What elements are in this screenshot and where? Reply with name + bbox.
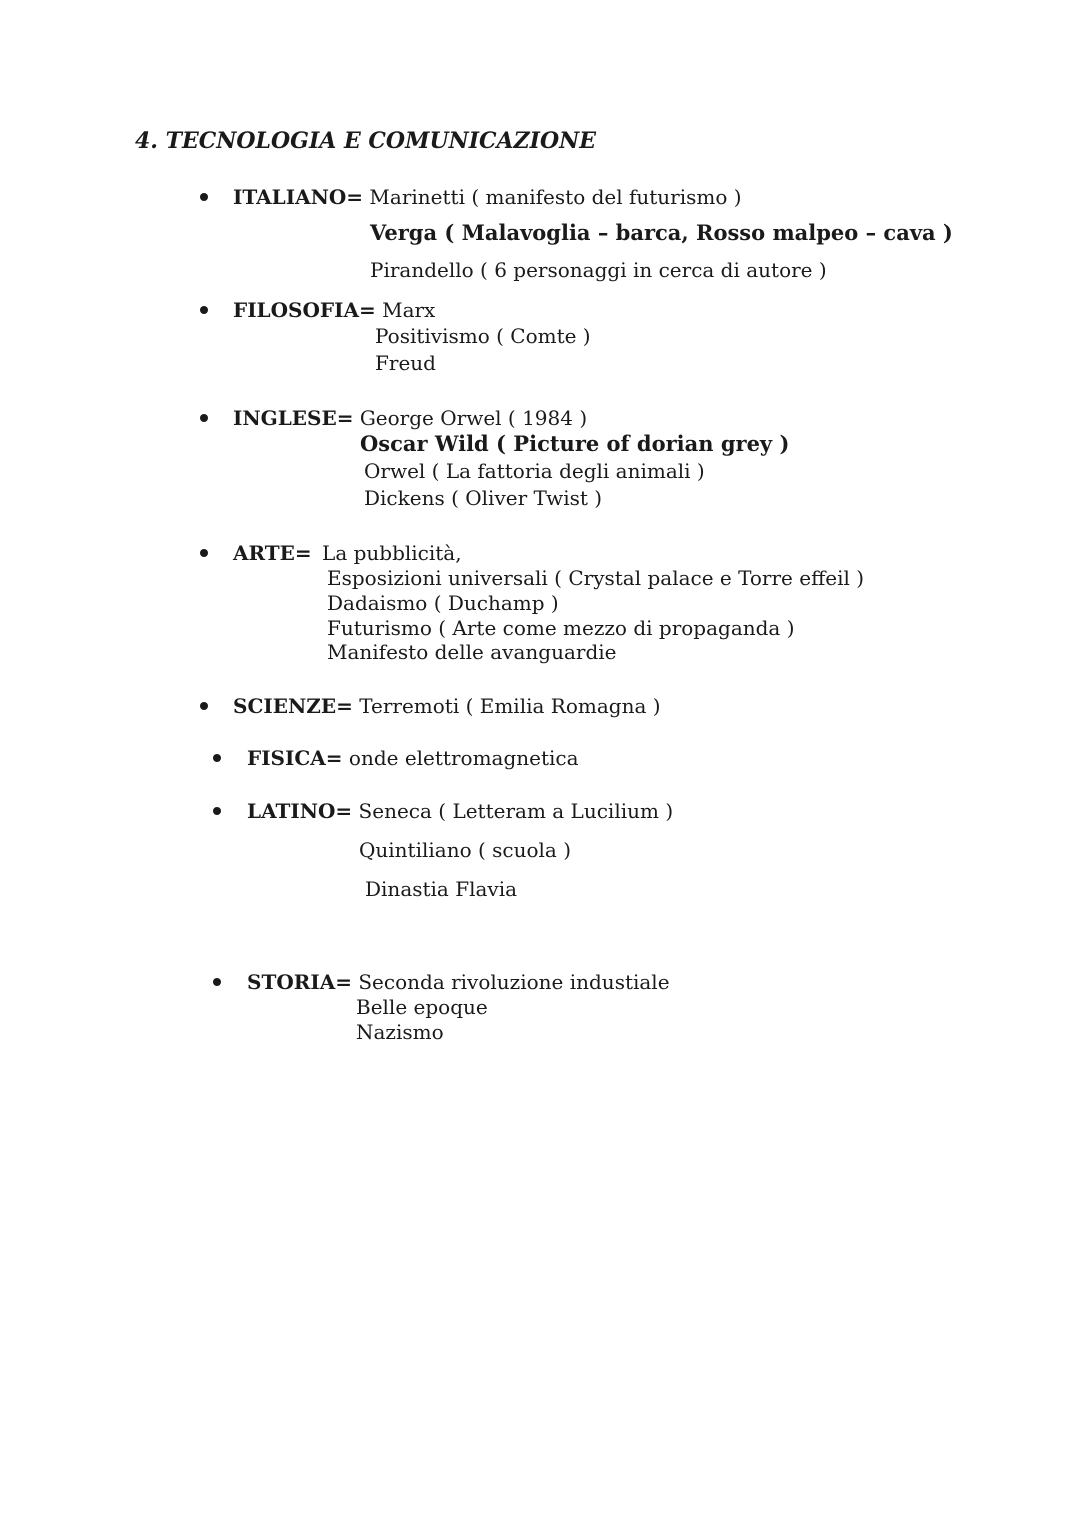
section-latino (247, 799, 673, 823)
bullet-arte (200, 549, 208, 557)
section-label-latino: LATINO= (247, 799, 353, 823)
section-scienze (233, 694, 661, 718)
section-italiano (233, 185, 742, 209)
section-label-filosofia: FILOSOFIA= (233, 298, 376, 322)
section-inglese (233, 406, 587, 430)
item-filosofia-1: Marx (382, 298, 436, 322)
section-label-inglese: INGLESE= (233, 406, 354, 430)
bullet-latino (213, 807, 221, 815)
section-storia (247, 970, 670, 994)
section-arte (233, 541, 462, 565)
item-latino-3: Dinastia Flavia (365, 877, 518, 901)
item-italiano-3: Pirandello ( 6 personaggi in cerca di autore ) (370, 258, 827, 282)
item-storia-3: Nazismo (356, 1020, 444, 1044)
item-arte-5: Manifesto delle avanguardie (327, 640, 617, 664)
item-inglese-3: Orwel ( La fattoria degli animali ) (364, 459, 705, 483)
item-scienze-1: Terremoti ( Emilia Romagna ) (359, 694, 661, 718)
item-italiano-1: Marinetti ( manifesto del futurismo ) (369, 185, 742, 209)
bullet-fisica (213, 754, 221, 762)
bullet-storia (213, 978, 221, 986)
item-inglese-4: Dickens ( Oliver Twist ) (364, 486, 603, 510)
item-inglese-1: George Orwel ( 1984 ) (359, 406, 588, 430)
section-fisica (247, 746, 579, 770)
section-filosofia (233, 298, 435, 322)
item-arte-4: Futurismo ( Arte come mezzo di propaganda ) (327, 616, 795, 640)
item-italiano-2: Verga ( Malavoglia – barca, Rosso malpeo – cava ) (370, 220, 953, 245)
item-latino-1: Seneca ( Letteram a Lucilium ) (358, 799, 674, 823)
item-arte-2: Esposizioni universali ( Crystal palace e Torre effeil ) (327, 566, 865, 590)
section-label-arte: ARTE= (233, 541, 312, 565)
item-filosofia-3: Freud (375, 351, 436, 375)
item-filosofia-2: Positivismo ( Comte ) (375, 324, 591, 348)
section-label-scienze: SCIENZE= (233, 694, 353, 718)
bullet-italiano (200, 193, 208, 201)
bullet-inglese (200, 414, 208, 422)
item-arte-3: Dadaismo ( Duchamp ) (327, 591, 559, 615)
page-title: 4. TECNOLOGIA E COMUNICAZIONE (135, 128, 597, 154)
section-label-storia: STORIA= (247, 970, 352, 994)
bullet-filosofia (200, 306, 208, 314)
item-arte-1: La pubblicità, (322, 541, 462, 565)
item-storia-1: Seconda rivoluzione industiale (358, 970, 670, 994)
item-storia-2: Belle epoque (356, 995, 488, 1019)
item-fisica-1: onde elettromagnetica (348, 746, 579, 770)
section-label-italiano: ITALIANO= (233, 185, 364, 209)
item-latino-2: Quintiliano ( scuola ) (359, 838, 572, 862)
bullet-scienze (200, 702, 208, 710)
section-label-fisica: FISICA= (247, 746, 343, 770)
item-inglese-2: Oscar Wild ( Picture of dorian grey ) (360, 431, 790, 456)
